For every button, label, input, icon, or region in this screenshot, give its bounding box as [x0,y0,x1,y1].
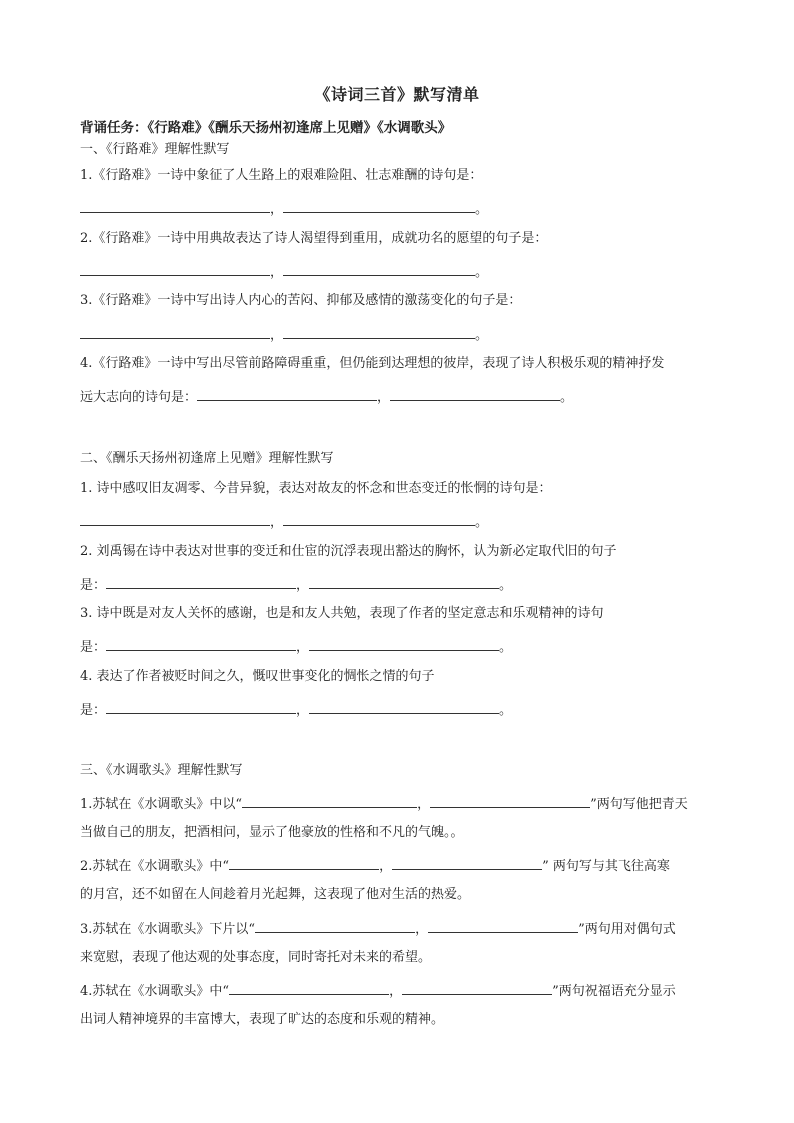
s2-q1-answer-row [80,511,488,532]
s1-q1-answer-row [80,198,488,219]
s1-q4-text: 4.《行路难》一诗中写出尽管前路障碍重重，但仍能到达理想的彼岸，表现了诗人积极乐观的精神抒发 [80,356,665,371]
answer-blank[interactable] [106,636,296,651]
s3-q3-text-post: ”两句用对偶句式 [578,922,676,937]
comma: ， [417,797,431,812]
comma: ， [270,328,284,343]
s3-q4-row [80,980,676,1001]
comma: ， [377,390,391,405]
answer-blank[interactable] [283,261,475,276]
s3-q3-cont: 来宽慰，表现了他达观的处事态度，同时寄托对未来的希望。 [80,950,432,965]
comma: ， [389,984,403,999]
s3-q1-row [80,793,688,814]
answer-blank[interactable] [283,198,475,213]
comma: ， [296,640,310,655]
period: 。 [475,265,489,280]
answer-blank[interactable] [283,511,475,526]
s3-q3-text: 3.苏轼在《水调歌头》下片以“ [80,922,256,937]
comma: ， [379,859,393,874]
answer-blank[interactable] [283,324,475,339]
s2-q4-text: 4. 表达了作者被贬时间之久，慨叹世事变化的惆怅之情的句子 [80,669,435,684]
period: 。 [499,640,513,655]
answer-blank[interactable] [402,980,552,995]
s2-q1-text: 1. 诗中感叹旧友凋零、今昔异貌，表达对故友的怀念和世态变迁的怅惘的诗句是： [80,481,552,496]
period: 。 [475,328,489,343]
comma: ， [296,703,310,718]
s3-q3-row [80,918,676,939]
page-title: 《诗词三首》默写清单 [314,85,480,104]
answer-blank[interactable] [80,324,270,339]
comma: ， [270,202,284,217]
answer-blank[interactable] [197,386,377,401]
answer-blank[interactable] [428,918,578,933]
s3-q2-cont: 的月宫，还不如留在人间趁着月光起舞，这表现了他对生活的热爱。 [80,887,471,902]
answer-blank[interactable] [106,574,296,589]
s1-q2-answer-row [80,261,488,282]
period: 。 [560,390,574,405]
s3-q1-text: 1.苏轼在《水调歌头》中以“ [80,797,243,812]
s2-q3-text-cont: 是： [80,640,107,655]
section-2-heading: 二、《酬乐天扬州初逢席上见赠》理解性默写 [80,451,334,466]
section-1-heading: 一、《行路难》理解性默写 [80,142,230,157]
s2-q4-text-cont: 是： [80,703,107,718]
s3-q2-text-post: ” 两句写与其飞往高寒 [542,859,670,874]
answer-blank[interactable] [309,574,499,589]
s3-q4-text-post: ”两句祝福语充分显示 [552,984,676,999]
s3-q2-text: 2.苏轼在《水调歌头》中“ [80,859,230,874]
answer-blank[interactable] [309,636,499,651]
answer-blank[interactable] [392,855,542,870]
s3-q4-text: 4.苏轼在《水调歌头》中“ [80,984,230,999]
answer-blank[interactable] [80,198,270,213]
answer-blank[interactable] [255,918,415,933]
s2-q4-answer-row [80,699,512,720]
s3-q4-cont: 出词人精神境界的丰富博大，表现了旷达的态度和乐观的精神。 [80,1012,445,1027]
section-3-heading: 三、《水调歌头》理解性默写 [80,763,243,778]
comma: ， [270,515,284,530]
answer-blank[interactable] [430,793,590,808]
period: 。 [499,703,513,718]
s1-q4-answer-row [80,386,573,407]
answer-blank[interactable] [80,511,270,526]
s2-q2-text-cont: 是： [80,578,107,593]
s3-q2-row [80,855,670,876]
s1-q4-text-cont: 远大志向的诗句是： [80,390,198,405]
answer-blank[interactable] [309,699,499,714]
s3-q1-cont: 当做自己的朋友，把酒相问，显示了他豪放的性格和不凡的气魄。。 [80,825,464,840]
s1-q1-text: 1.《行路难》一诗中象征了人生路上的艰难险阻、壮志难酬的诗句是： [80,168,483,183]
comma: ， [296,578,310,593]
answer-blank[interactable] [106,699,296,714]
answer-blank[interactable] [390,386,560,401]
answer-blank[interactable] [229,855,379,870]
answer-blank[interactable] [242,793,417,808]
answer-blank[interactable] [229,980,389,995]
period: 。 [499,578,513,593]
comma: ， [270,265,284,280]
s2-q2-answer-row [80,574,512,595]
comma: ， [415,922,429,937]
s1-q3-text: 3.《行路难》一诗中写出诗人内心的苦闷、抑郁及感情的激荡变化的句子是： [80,293,522,308]
s3-q1-text-post: ”两句写他把青天 [590,797,688,812]
period: 。 [475,515,489,530]
s2-q3-text: 3. 诗中既是对友人关怀的感谢，也是和友人共勉，表现了作者的坚定意志和乐观精神的诗句 [80,606,604,621]
recitation-task: 背诵任务：《行路难》《酬乐天扬州初逢席上见赠》《水调歌头》 [80,120,452,136]
answer-blank[interactable] [80,261,270,276]
s1-q3-answer-row [80,324,488,345]
s1-q2-text: 2.《行路难》一诗中用典故表达了诗人渴望得到重用，成就功名的愿望的句子是： [80,231,548,246]
s2-q2-text: 2. 刘禹锡在诗中表达对世事的变迁和仕宦的沉浮表现出豁达的胸怀，认为新必定取代旧的句子 [80,544,617,559]
period: 。 [475,202,489,217]
s2-q3-answer-row [80,636,512,657]
